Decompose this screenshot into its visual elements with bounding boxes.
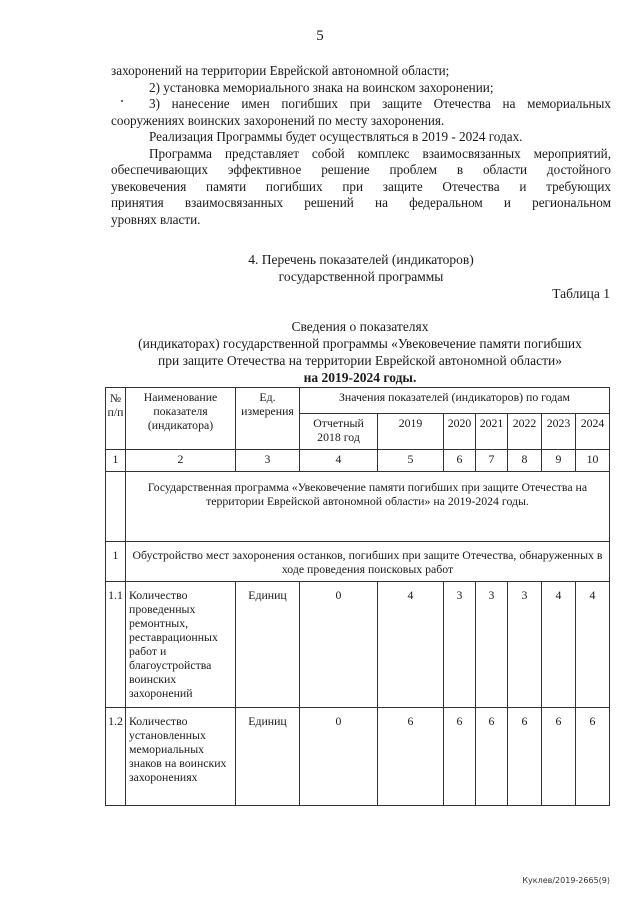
- row-value: 6: [508, 708, 542, 806]
- document-footer-code: Куклев/2019-2665(9): [522, 876, 610, 885]
- column-number: 1: [106, 450, 126, 472]
- column-numbers-row: [106, 450, 610, 472]
- intro-line: увековечения памяти погибших при защите Отечества и требующих: [111, 178, 611, 194]
- program-row-text: Государственная программа «Увековечение памяти погибших при защите Отечества на территории Еврейской автономной области» на 2019-2024 годы.: [126, 472, 610, 542]
- section-heading-line: 4. Перечень показателей (индикаторов): [248, 252, 474, 267]
- header-year: Отчетный 2018 год: [300, 414, 378, 450]
- header-year: 2021: [476, 414, 508, 450]
- table-row: [106, 708, 610, 806]
- column-number: 7: [476, 450, 508, 472]
- header-year: 2024: [576, 414, 610, 450]
- intro-line: Программа представляет собой комплекс взаимосвязанных мероприятий,: [149, 145, 611, 161]
- intro-text: [111, 63, 611, 228]
- intro-line: 3) нанесение имен погибших при защите Отечества на мемориальных: [149, 96, 611, 111]
- header-year: 2022: [508, 414, 542, 450]
- row-value: 0: [300, 582, 378, 708]
- table-title-line: при защите Отечества на территории Еврейской автономной области»: [158, 353, 562, 368]
- header-values: Значения показателей (индикаторов) по годам: [300, 388, 610, 414]
- intro-line: захоронений на территории Еврейской автономной области;: [111, 63, 450, 78]
- column-number: 9: [542, 450, 576, 472]
- table-title-line: (индикаторах) государственной программы «Увековечение памяти погибших: [138, 336, 582, 351]
- intro-line: 2) установка мемориального знака на воинском захоронении;: [149, 79, 494, 95]
- row-value: 3: [444, 582, 476, 708]
- row-value: 4: [542, 582, 576, 708]
- column-number: 6: [444, 450, 476, 472]
- row-num: 1.2: [106, 708, 126, 806]
- page-number: 5: [316, 28, 324, 44]
- header-year: 2023: [542, 414, 576, 450]
- section-heading-line: государственной программы: [278, 269, 444, 284]
- section-row: [106, 542, 610, 582]
- row-unit: Единиц: [236, 582, 300, 708]
- table-row: [106, 582, 610, 708]
- program-row: [106, 472, 610, 542]
- row-value: 6: [476, 708, 508, 806]
- row-value: 0: [300, 708, 378, 806]
- column-number: 3: [236, 450, 300, 472]
- row-unit: Единиц: [236, 708, 300, 806]
- row-value: 4: [576, 582, 610, 708]
- intro-line: принятия взаимосвязанных решений на федеральном и региональном: [111, 195, 611, 210]
- column-number: 2: [126, 450, 236, 472]
- row-value: 6: [444, 708, 476, 806]
- row-value: 3: [476, 582, 508, 708]
- table-label: Таблица 1: [552, 286, 610, 301]
- indicators-table: [105, 387, 610, 806]
- intro-line: сооружениях воинских захоронений по месту захоронения.: [111, 112, 445, 128]
- intro-line: уровнях власти.: [111, 211, 201, 227]
- column-number: 8: [508, 450, 542, 472]
- row-name: Количество проведенных ремонтных, реставрационных работ и благоустройства воинских захоронений: [126, 582, 236, 708]
- column-number: 5: [378, 450, 444, 472]
- table-title-line: на 2019-2024 годы.: [303, 370, 417, 385]
- section-row-num: 1: [106, 542, 126, 582]
- section-row-text: Обустройство мест захоронения останков, погибших при защите Отечества, обнаруженных в ходе проведения поисковых работ: [126, 542, 610, 582]
- row-value: 4: [378, 582, 444, 708]
- column-number: 10: [576, 450, 610, 472]
- section-heading: [111, 251, 611, 285]
- header-row: [106, 388, 610, 414]
- row-value: 3: [508, 582, 542, 708]
- header-unit: Ед. измерения: [236, 388, 300, 450]
- row-value: 6: [378, 708, 444, 806]
- header-num: № п/п: [106, 388, 126, 450]
- row-num: 1.1: [106, 582, 126, 708]
- table-title-line: Сведения о показателях: [291, 319, 429, 334]
- row-name: Количество установленных мемориальных знаков на воинских захоронениях: [126, 708, 236, 806]
- program-row-num: [106, 472, 126, 542]
- column-number: 4: [300, 450, 378, 472]
- header-year: 2020: [444, 414, 476, 450]
- intro-line: Реализация Программы будет осуществляться в 2019 - 2024 годах.: [149, 129, 523, 144]
- header-year: 2019: [378, 414, 444, 450]
- row-value: 6: [542, 708, 576, 806]
- intro-line: обеспечивающих эффективное решение проблем в области достойного: [111, 162, 611, 177]
- table-title: [100, 318, 620, 386]
- header-name: Наименование показателя (индикатора): [126, 388, 236, 450]
- row-value: 6: [576, 708, 610, 806]
